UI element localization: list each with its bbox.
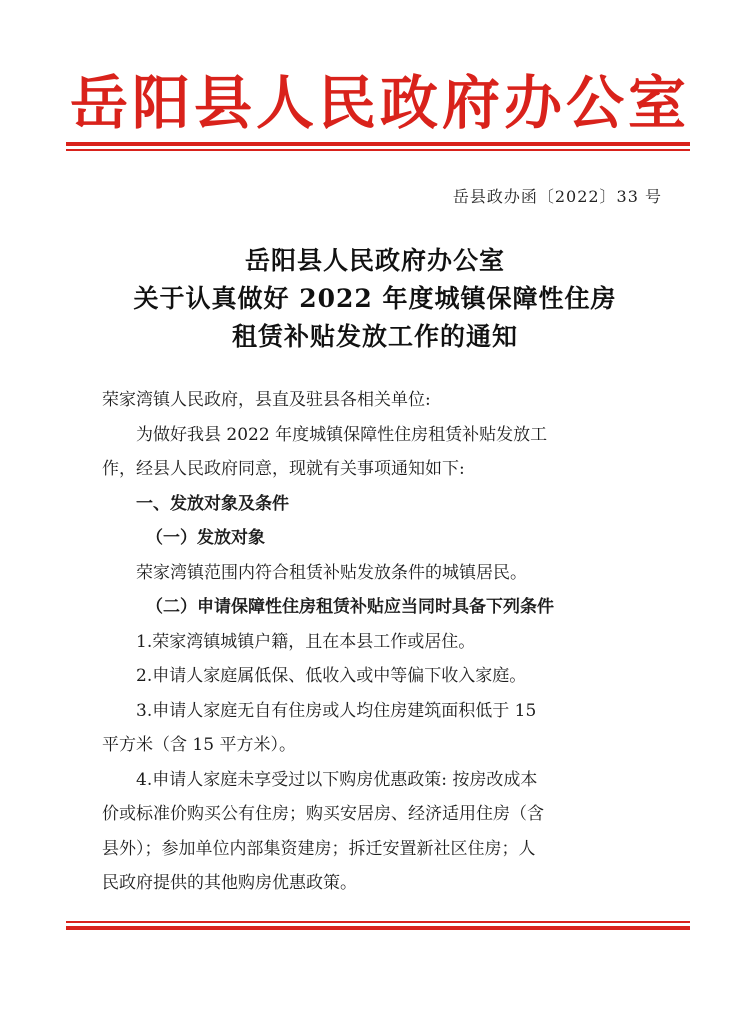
addressee: 荣家湾镇人民政府，县直及驻县各相关单位: — [102, 390, 431, 410]
subsection-1-text: 荣家湾镇范围内符合租赁补贴发放条件的城镇居民。 — [136, 562, 527, 583]
header-red-rule-thick — [66, 142, 690, 146]
condition-item-2: 2.申请人家庭属低保、低收入或中等偏下收入家庭。 — [136, 666, 527, 686]
document-title — [60, 242, 690, 356]
condition-item-3-line-1: 3.申请人家庭无自有住房或人均住房建筑面积低于 15 — [136, 700, 537, 721]
title-line-1: 岳阳县人民政府办公室 — [244, 246, 505, 275]
condition-item-3-line-2: 平方米（含 15 平方米）。 — [102, 735, 296, 755]
header-org-name: 岳阳县人民政府办公室 — [70, 69, 691, 137]
title-line-3: 租赁补贴发放工作的通知 — [231, 322, 518, 351]
subsection-1-heading: （一）发放对象 — [146, 528, 265, 548]
footer-red-rule-thick — [66, 926, 690, 930]
title-line-2: 关于认真做好 2022 年度城镇保障性住房 — [133, 284, 617, 313]
condition-item-4-line-1: 4.申请人家庭未享受过以下购房优惠政策: 按房改成本 — [136, 769, 538, 790]
condition-item-4-line-4: 民政府提供的其他购房优惠政策。 — [102, 873, 357, 893]
condition-item-4-line-3: 县外）；参加单位内部集资建房；拆迁安置新社区住房；人 — [102, 838, 536, 859]
document-body — [102, 383, 632, 901]
intro-line-2: 作，经县人民政府同意，现就有关事项通知如下: — [102, 459, 465, 479]
subsection-2-heading: （二）申请保障性住房租赁补贴应当同时具备下列条件 — [146, 597, 554, 617]
condition-item-1: 1.荣家湾镇城镇户籍，且在本县工作或居住。 — [136, 631, 476, 652]
condition-item-4-line-2: 价或标准价购买公有住房；购买安居房、经济适用住房（含 — [102, 804, 544, 824]
footer-red-rule-thin — [66, 921, 690, 923]
header-red-rule-thin — [66, 149, 690, 151]
intro-line-1: 为做好我县 2022 年度城镇保障性住房租赁补贴发放工 — [136, 424, 548, 445]
section-1-heading: 一、发放对象及条件 — [136, 493, 289, 514]
document-number: 岳县政办函〔2022〕33 号 — [452, 187, 662, 206]
